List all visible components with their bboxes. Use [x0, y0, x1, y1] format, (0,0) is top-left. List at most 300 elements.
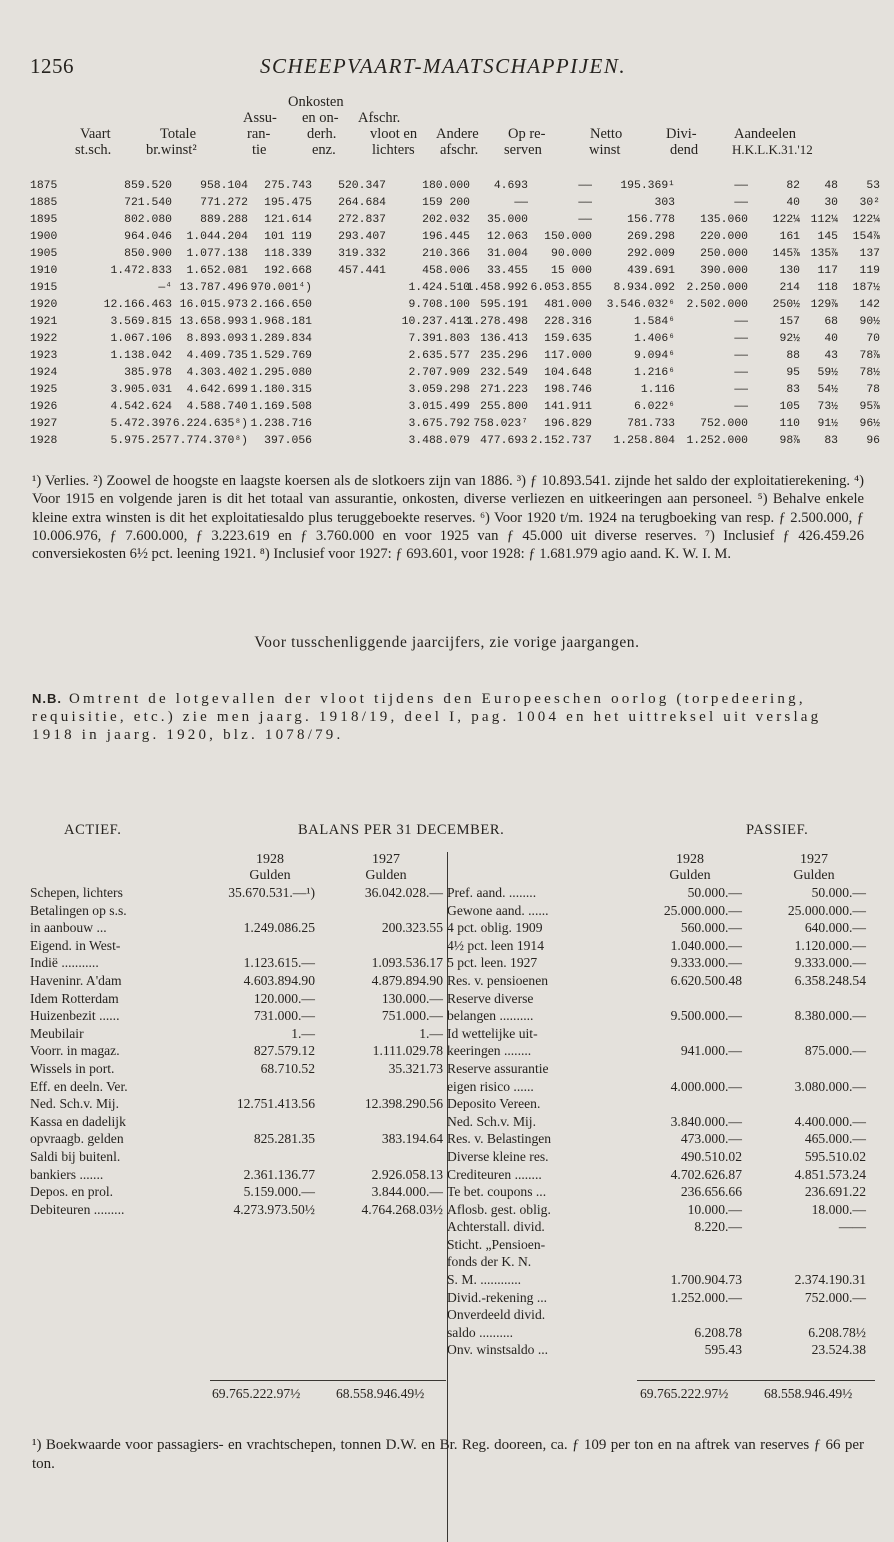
item-value-1927: 595.510.02 — [804, 1148, 866, 1164]
table-cell: 161 — [779, 231, 800, 243]
table-cell: 73½ — [817, 401, 838, 413]
item-label: Meubilair — [30, 1025, 84, 1041]
table-cell: 255.800 — [480, 401, 528, 413]
table-cell: 91½ — [817, 418, 838, 430]
table-cell: 264.684 — [338, 197, 386, 209]
col-head: afschr. — [440, 142, 479, 158]
table-cell: 9.094⁶ — [633, 350, 675, 362]
item-value-1927: 2.374.190.31 — [794, 1272, 866, 1288]
table-row — [30, 383, 880, 400]
item-value-1927: 875.000.— — [804, 1043, 866, 1059]
item-label: Idem Rotterdam — [30, 990, 119, 1006]
item-value-1927: 752.000.— — [804, 1289, 866, 1305]
item-value-1928: 120.000.— — [253, 990, 315, 1006]
item-value-1927: 4.400.000.— — [794, 1113, 866, 1129]
table-cell: 1.116 — [640, 384, 675, 396]
item-label: Id wettelijke uit- — [447, 1025, 538, 1041]
col-head: vloot en — [370, 126, 418, 142]
table-row — [30, 281, 880, 298]
item-value-1928: 25.000.000.— — [663, 902, 742, 918]
table-cell: —— — [514, 197, 528, 209]
table-cell: 135.060 — [700, 214, 748, 226]
table-cell: 859.520 — [124, 180, 172, 192]
table-cell: 1.278.498 — [466, 316, 528, 328]
balance-actief-heading: ACTIEF. — [64, 822, 122, 838]
item-label: Deposito Vereen. — [447, 1096, 541, 1112]
item-label: Ned. Sch.v. Mij. — [30, 1096, 119, 1112]
table-cell: 40 — [786, 197, 800, 209]
table-cell: 15 000 — [550, 265, 592, 277]
list-item — [447, 1307, 880, 1325]
table-cell: —— — [734, 367, 748, 379]
item-value-1928: 595.43 — [704, 1342, 742, 1358]
list-item — [30, 1184, 455, 1202]
table-cell: 53 — [866, 180, 880, 192]
table-cell: —— — [734, 333, 748, 345]
table-cell: 3.905.031 — [110, 384, 172, 396]
table-cell: 303 — [654, 197, 675, 209]
table-cell: —— — [578, 180, 592, 192]
item-label: Schepen, lichters — [30, 885, 123, 900]
col-head: Andere — [436, 126, 479, 142]
col-head: tie — [252, 142, 267, 158]
table-cell: 35.000 — [486, 214, 528, 226]
table-cell: 1.238.716 — [250, 418, 312, 430]
table-cell: 889.288 — [200, 214, 248, 226]
table-cell: 16.015.973 — [179, 299, 248, 311]
item-label: Res. v. pensioenen — [447, 972, 549, 988]
item-value-1927: 8.380.000.— — [794, 1008, 866, 1024]
table-cell: 293.407 — [338, 231, 386, 243]
table-cell: 83 — [786, 384, 800, 396]
item-value-1927: 4.851.573.24 — [794, 1166, 866, 1182]
table-cell: 1920 — [30, 299, 58, 311]
nb-text: Omtrent de lotgevallen der vloot tijdens den Europeeschen oorlog (torpedeering, requisitie, etc.) zie men jaarg. 1918/19, deel I, pag. 1004 en het uittreksel uit verslag 1918 in jaarg. 1920, blz. 1078/79. — [32, 691, 822, 744]
table-cell: 43 — [824, 350, 838, 362]
table-cell: 1915 — [30, 282, 58, 294]
table-cell: 1.406⁶ — [633, 333, 675, 345]
item-value-1927: 2.926.058.13 — [371, 1166, 443, 1182]
table-cell: 145⅞ — [772, 248, 800, 260]
list-item — [447, 955, 880, 973]
table-cell: 195.369¹ — [620, 180, 675, 192]
item-label: S. M. ............ — [447, 1272, 522, 1288]
table-cell: 4.542.624 — [110, 401, 172, 413]
table-cell: 3.569.815 — [110, 316, 172, 328]
table-cell: 70 — [866, 333, 880, 345]
table-cell: 1923 — [30, 350, 58, 362]
table-cell: 210.366 — [422, 248, 470, 260]
table-cell: 90.000 — [550, 248, 592, 260]
table-cell: 272.837 — [338, 214, 386, 226]
table-cell: 31.004 — [486, 248, 528, 260]
table-cell: 228.316 — [544, 316, 592, 328]
table-cell: 1.216⁶ — [633, 367, 675, 379]
item-label: Betalingen op s.s. — [30, 902, 127, 918]
table-cell: 235.296 — [480, 350, 528, 362]
table-cell: 319.332 — [338, 248, 386, 260]
table-cell: 1905 — [30, 248, 58, 260]
table-cell: —— — [734, 316, 748, 328]
table-cell: 6.022⁶ — [633, 401, 675, 413]
col-head: Totale — [160, 126, 197, 142]
table-cell: 457.441 — [338, 265, 386, 277]
item-label: keeringen ........ — [447, 1043, 532, 1059]
table-cell: 145 — [817, 231, 838, 243]
item-value-1928: 3.840.000.— — [670, 1113, 742, 1129]
table-cell: —— — [734, 401, 748, 413]
table-cell: 520.347 — [338, 180, 386, 192]
col-head: st.sch. — [75, 142, 112, 158]
total-actief-1927: 68.558.946.49½ — [336, 1386, 425, 1401]
table-cell: 48 — [824, 180, 838, 192]
item-label: belangen .......... — [447, 1008, 534, 1024]
item-label: Reserve diverse — [447, 990, 534, 1006]
list-item — [30, 1202, 455, 1220]
item-value-1928: 1.700.904.73 — [670, 1272, 742, 1288]
table-cell: 78½ — [859, 367, 880, 379]
table-cell: 970.001⁴) — [250, 282, 312, 294]
item-value-1927: 6.358.248.54 — [794, 972, 866, 988]
item-value-1928: 8.220.— — [694, 1219, 742, 1235]
item-label: eigen risico ...... — [447, 1078, 534, 1094]
table-cell: 30 — [824, 197, 838, 209]
history-table — [30, 179, 880, 451]
table-cell: 2.707.909 — [408, 367, 470, 379]
table-cell: 1926 — [30, 401, 58, 413]
table-cell: 1.652.081 — [186, 265, 248, 277]
item-value-1927: 3.844.000.— — [371, 1184, 443, 1200]
item-value-1927: 50.000.— — [811, 885, 866, 900]
table-cell: 3.015.499 — [408, 401, 470, 413]
table-cell: —— — [578, 197, 592, 209]
col-head: Netto — [590, 126, 623, 142]
table-cell: 150.000 — [544, 231, 592, 243]
table-cell: 1.295.080 — [250, 367, 312, 379]
item-value-1927: 1.— — [419, 1025, 443, 1041]
table-cell: 137 — [859, 248, 880, 260]
table-cell: 30² — [859, 197, 880, 209]
item-value-1928: 1.— — [291, 1025, 315, 1041]
item-value-1928: 560.000.— — [680, 920, 742, 936]
balance-actief-list — [30, 885, 455, 1219]
col-head: enz. — [312, 142, 336, 158]
table-row — [30, 434, 880, 451]
item-value-1928: 941.000.— — [680, 1043, 742, 1059]
table-cell: 59½ — [817, 367, 838, 379]
item-value-1928: 10.000.— — [687, 1201, 742, 1217]
item-value-1928: 4.000.000.— — [670, 1078, 742, 1094]
item-value-1928: 68.710.52 — [260, 1060, 315, 1076]
table-cell: 4.303.402 — [186, 367, 248, 379]
balance-footnote: ¹) Boekwaarde voor passagiers- en vrachtschepen, tonnen D.W. en Br. Reg. dooreen, ca. ƒ 109 per ton en na aftrek van reserves ƒ 66 per ton. — [32, 1437, 864, 1472]
table-cell: 1927 — [30, 418, 58, 430]
list-item — [447, 1008, 880, 1026]
table-cell: 122¼ — [772, 214, 800, 226]
table-cell: 1.529.769 — [250, 350, 312, 362]
col-head: br.winst² — [146, 142, 197, 158]
table-cell: 2.152.737 — [530, 435, 592, 447]
list-item — [447, 1237, 880, 1255]
list-item — [30, 1043, 455, 1061]
table-cell: 118.339 — [264, 248, 312, 260]
table-cell: 10.237.413 — [401, 316, 470, 328]
item-value-1928: 827.579.12 — [253, 1043, 315, 1059]
col-head: winst — [589, 142, 621, 158]
table-cell: 1.077.138 — [186, 248, 248, 260]
item-label: Saldi bij buitenl. — [30, 1148, 121, 1164]
item-value-1928: 9.500.000.— — [670, 1008, 742, 1024]
table-cell: 1895 — [30, 214, 58, 226]
item-label: opvraagb. gelden — [30, 1131, 124, 1147]
table-cell: 12.063 — [486, 231, 528, 243]
item-value-1928: 6.620.500.48 — [670, 972, 742, 988]
total-passief-1928: 69.765.222.97½ — [640, 1386, 729, 1401]
table-cell: 771.272 — [200, 197, 248, 209]
list-item — [30, 1096, 455, 1114]
col-head: derh. — [307, 126, 337, 142]
col-head: Op re- — [508, 126, 546, 142]
table-cell: 4.642.699 — [186, 384, 248, 396]
list-item — [447, 1026, 880, 1044]
table-cell: 54½ — [817, 384, 838, 396]
table-cell: 1.044.204 — [186, 231, 248, 243]
item-value-1928: 9.333.000.— — [670, 955, 742, 971]
table-cell: 119 — [859, 265, 880, 277]
table-cell: 141.911 — [544, 401, 592, 413]
table-cell: 481.000 — [544, 299, 592, 311]
table-cell: 118 — [817, 282, 838, 294]
table-cell: 397.056 — [264, 435, 312, 447]
item-label: Divid.-rekening ... — [447, 1289, 548, 1305]
list-item — [447, 1061, 880, 1079]
table-cell: 78⅞ — [859, 350, 880, 362]
col-head: serven — [504, 142, 542, 158]
list-item — [447, 1079, 880, 1097]
item-value-1928: 4.603.894.90 — [243, 972, 315, 988]
table-cell: 121.614 — [264, 214, 312, 226]
history-table-header — [30, 94, 880, 180]
table-cell: 4.588.740 — [186, 401, 248, 413]
table-cell: 159.635 — [544, 333, 592, 345]
nb-label: N.B. — [32, 691, 62, 706]
table-cell: 7.774.370⁸) — [172, 435, 248, 447]
table-cell: 135⅞ — [810, 248, 838, 260]
item-value-1927: 3.080.000.— — [794, 1078, 866, 1094]
table-row — [30, 332, 880, 349]
list-item — [30, 920, 455, 938]
list-item — [30, 973, 455, 991]
item-value-1928: 1.249.086.25 — [243, 920, 315, 936]
table-cell: 214 — [779, 282, 800, 294]
table-cell: 458.006 — [422, 265, 470, 277]
table-cell: 101 119 — [264, 231, 312, 243]
table-cell: 8.893.093 — [186, 333, 248, 345]
item-value-1927: 36.042.028.— — [364, 885, 443, 900]
table-cell: 595.191 — [480, 299, 528, 311]
list-item — [447, 1184, 880, 1202]
list-item — [447, 1131, 880, 1149]
table-cell: 3.675.792 — [408, 418, 470, 430]
list-item — [30, 903, 455, 921]
item-value-1927: 4.879.894.90 — [371, 972, 443, 988]
table-cell: 6.053.855 — [530, 282, 592, 294]
item-label: Reserve assurantie — [447, 1060, 549, 1076]
item-value-1927: 9.333.000.— — [794, 955, 866, 971]
table-cell: 33.455 — [486, 265, 528, 277]
table-cell: 964.046 — [124, 231, 172, 243]
item-label: Pref. aand. ........ — [447, 885, 537, 900]
table-cell: 110 — [779, 418, 800, 430]
table-row — [30, 179, 880, 196]
col-head: Aandeelen — [734, 126, 796, 142]
item-label: Crediteuren ........ — [447, 1166, 542, 1182]
list-item — [447, 903, 880, 921]
table-cell: 1924 — [30, 367, 58, 379]
table-cell: 269.298 — [627, 231, 675, 243]
table-cell: 232.549 — [480, 367, 528, 379]
list-item — [30, 1061, 455, 1079]
table-cell: 142 — [859, 299, 880, 311]
table-cell: 2.502.000 — [686, 299, 748, 311]
table-cell: —— — [734, 180, 748, 192]
table-cell: 390.000 — [700, 265, 748, 277]
item-label: Kassa en dadelijk — [30, 1113, 126, 1129]
item-label: Depos. en prol. — [30, 1184, 114, 1200]
table-cell: 781.733 — [627, 418, 675, 430]
table-cell: 1925 — [30, 384, 58, 396]
item-label: Haveninr. A'dam — [30, 972, 122, 988]
table-cell: 104.648 — [544, 367, 592, 379]
table-cell: 96 — [866, 435, 880, 447]
table-cell: 4.693 — [493, 180, 528, 192]
table-cell: 202.032 — [422, 214, 470, 226]
table-cell: 1.472.833 — [110, 265, 172, 277]
table-cell: 159 200 — [422, 197, 470, 209]
table-cell: 1.180.315 — [250, 384, 312, 396]
item-value-1927: 383.194.64 — [381, 1131, 443, 1147]
table-cell: 1.067.106 — [110, 333, 172, 345]
nb-paragraph — [32, 690, 867, 745]
table-row — [30, 366, 880, 383]
list-item — [447, 1096, 880, 1114]
item-value-1928: 4.702.626.87 — [670, 1166, 742, 1182]
item-label: 5 pct. leen. 1927 — [447, 955, 538, 971]
col-head: lichters — [372, 142, 415, 158]
list-item — [447, 973, 880, 991]
table-cell: 9.708.100 — [408, 299, 470, 311]
item-label: saldo .......... — [447, 1324, 514, 1340]
item-value-1927: 35.321.73 — [388, 1060, 443, 1076]
item-label: Voorr. in magaz. — [30, 1043, 120, 1059]
list-item — [30, 885, 455, 903]
table-cell: 13.787.496 — [179, 282, 248, 294]
item-label: in aanbouw ... — [30, 920, 107, 936]
col-head: en on- — [302, 110, 339, 126]
list-item — [447, 1167, 880, 1185]
unit-heading: Gulden — [365, 868, 407, 883]
list-item — [447, 1149, 880, 1167]
table-cell: 13.658.993 — [179, 316, 248, 328]
balance-passief-heading: PASSIEF. — [746, 822, 809, 838]
table-cell: 1.258.804 — [613, 435, 675, 447]
col-head: Divi- — [666, 126, 697, 142]
item-value-1927: 12.398.290.56 — [364, 1096, 443, 1112]
table-cell: 154⅞ — [852, 231, 880, 243]
item-label: Huizenbezit ...... — [30, 1008, 120, 1024]
table-cell: 7.391.803 — [408, 333, 470, 345]
item-label: Onverdeeld divid. — [447, 1307, 546, 1323]
year-heading: 1927 — [800, 852, 828, 867]
table-row — [30, 400, 880, 417]
table-cell: 2.166.650 — [250, 299, 312, 311]
item-value-1927: 18.000.— — [811, 1201, 866, 1217]
table-cell: 5.975.257 — [110, 435, 172, 447]
item-label: Achterstall. divid. — [447, 1219, 545, 1235]
table-row — [30, 213, 880, 230]
table-cell: 2.250.000 — [686, 282, 748, 294]
table-cell: 105 — [779, 401, 800, 413]
table-row — [30, 417, 880, 434]
table-cell: 117.000 — [544, 350, 592, 362]
table-cell: 5.472.397 — [110, 418, 172, 430]
list-item — [447, 885, 880, 903]
item-label: Debiteuren ......... — [30, 1201, 125, 1217]
total-rule — [210, 1380, 446, 1381]
table-cell: 292.009 — [627, 248, 675, 260]
table-cell: 220.000 — [700, 231, 748, 243]
unit-heading: Gulden — [249, 868, 291, 883]
item-value-1928: 5.159.000.— — [243, 1184, 315, 1200]
item-label: Te bet. coupons ... — [447, 1184, 547, 1200]
list-item — [30, 1114, 455, 1132]
list-item — [30, 1167, 455, 1185]
item-value-1928: 6.208.78 — [694, 1324, 742, 1340]
total-rule — [637, 1380, 875, 1381]
item-value-1928: 1.123.615.— — [243, 955, 315, 971]
item-value-1927: 465.000.— — [804, 1131, 866, 1147]
item-value-1927: 640.000.— — [804, 920, 866, 936]
page-number: 1256 — [30, 54, 74, 78]
table-cell: 1875 — [30, 180, 58, 192]
table-row — [30, 196, 880, 213]
table-cell: 117 — [817, 265, 838, 277]
list-item — [447, 1342, 880, 1360]
item-value-1927: —— — [838, 1219, 866, 1235]
item-value-1928: 4.273.973.50½ — [233, 1201, 315, 1217]
table-cell: 477.693 — [480, 435, 528, 447]
unit-heading: Gulden — [669, 868, 711, 883]
table-cell: 96½ — [859, 418, 880, 430]
table-cell: 95⅞ — [859, 401, 880, 413]
table-cell: 250½ — [772, 299, 800, 311]
item-value-1928: 490.510.02 — [680, 1148, 742, 1164]
list-item — [447, 920, 880, 938]
table-cell: 1.458.992 — [466, 282, 528, 294]
item-label: Onv. winstsaldo ... — [447, 1342, 549, 1358]
col-head: H.K.L.K.31.'12 — [732, 142, 813, 157]
item-value-1928: 473.000.— — [680, 1131, 742, 1147]
table-cell: 198.746 — [544, 384, 592, 396]
total-passief-1927: 68.558.946.49½ — [764, 1386, 853, 1401]
item-value-1927: 23.524.38 — [811, 1342, 866, 1358]
table-cell: —— — [578, 214, 592, 226]
table-cell: 250.000 — [700, 248, 748, 260]
table-cell: 385.978 — [124, 367, 172, 379]
item-value-1927: 236.691.22 — [804, 1184, 866, 1200]
table-cell: 1.968.181 — [250, 316, 312, 328]
col-head: Onkosten — [288, 94, 344, 110]
